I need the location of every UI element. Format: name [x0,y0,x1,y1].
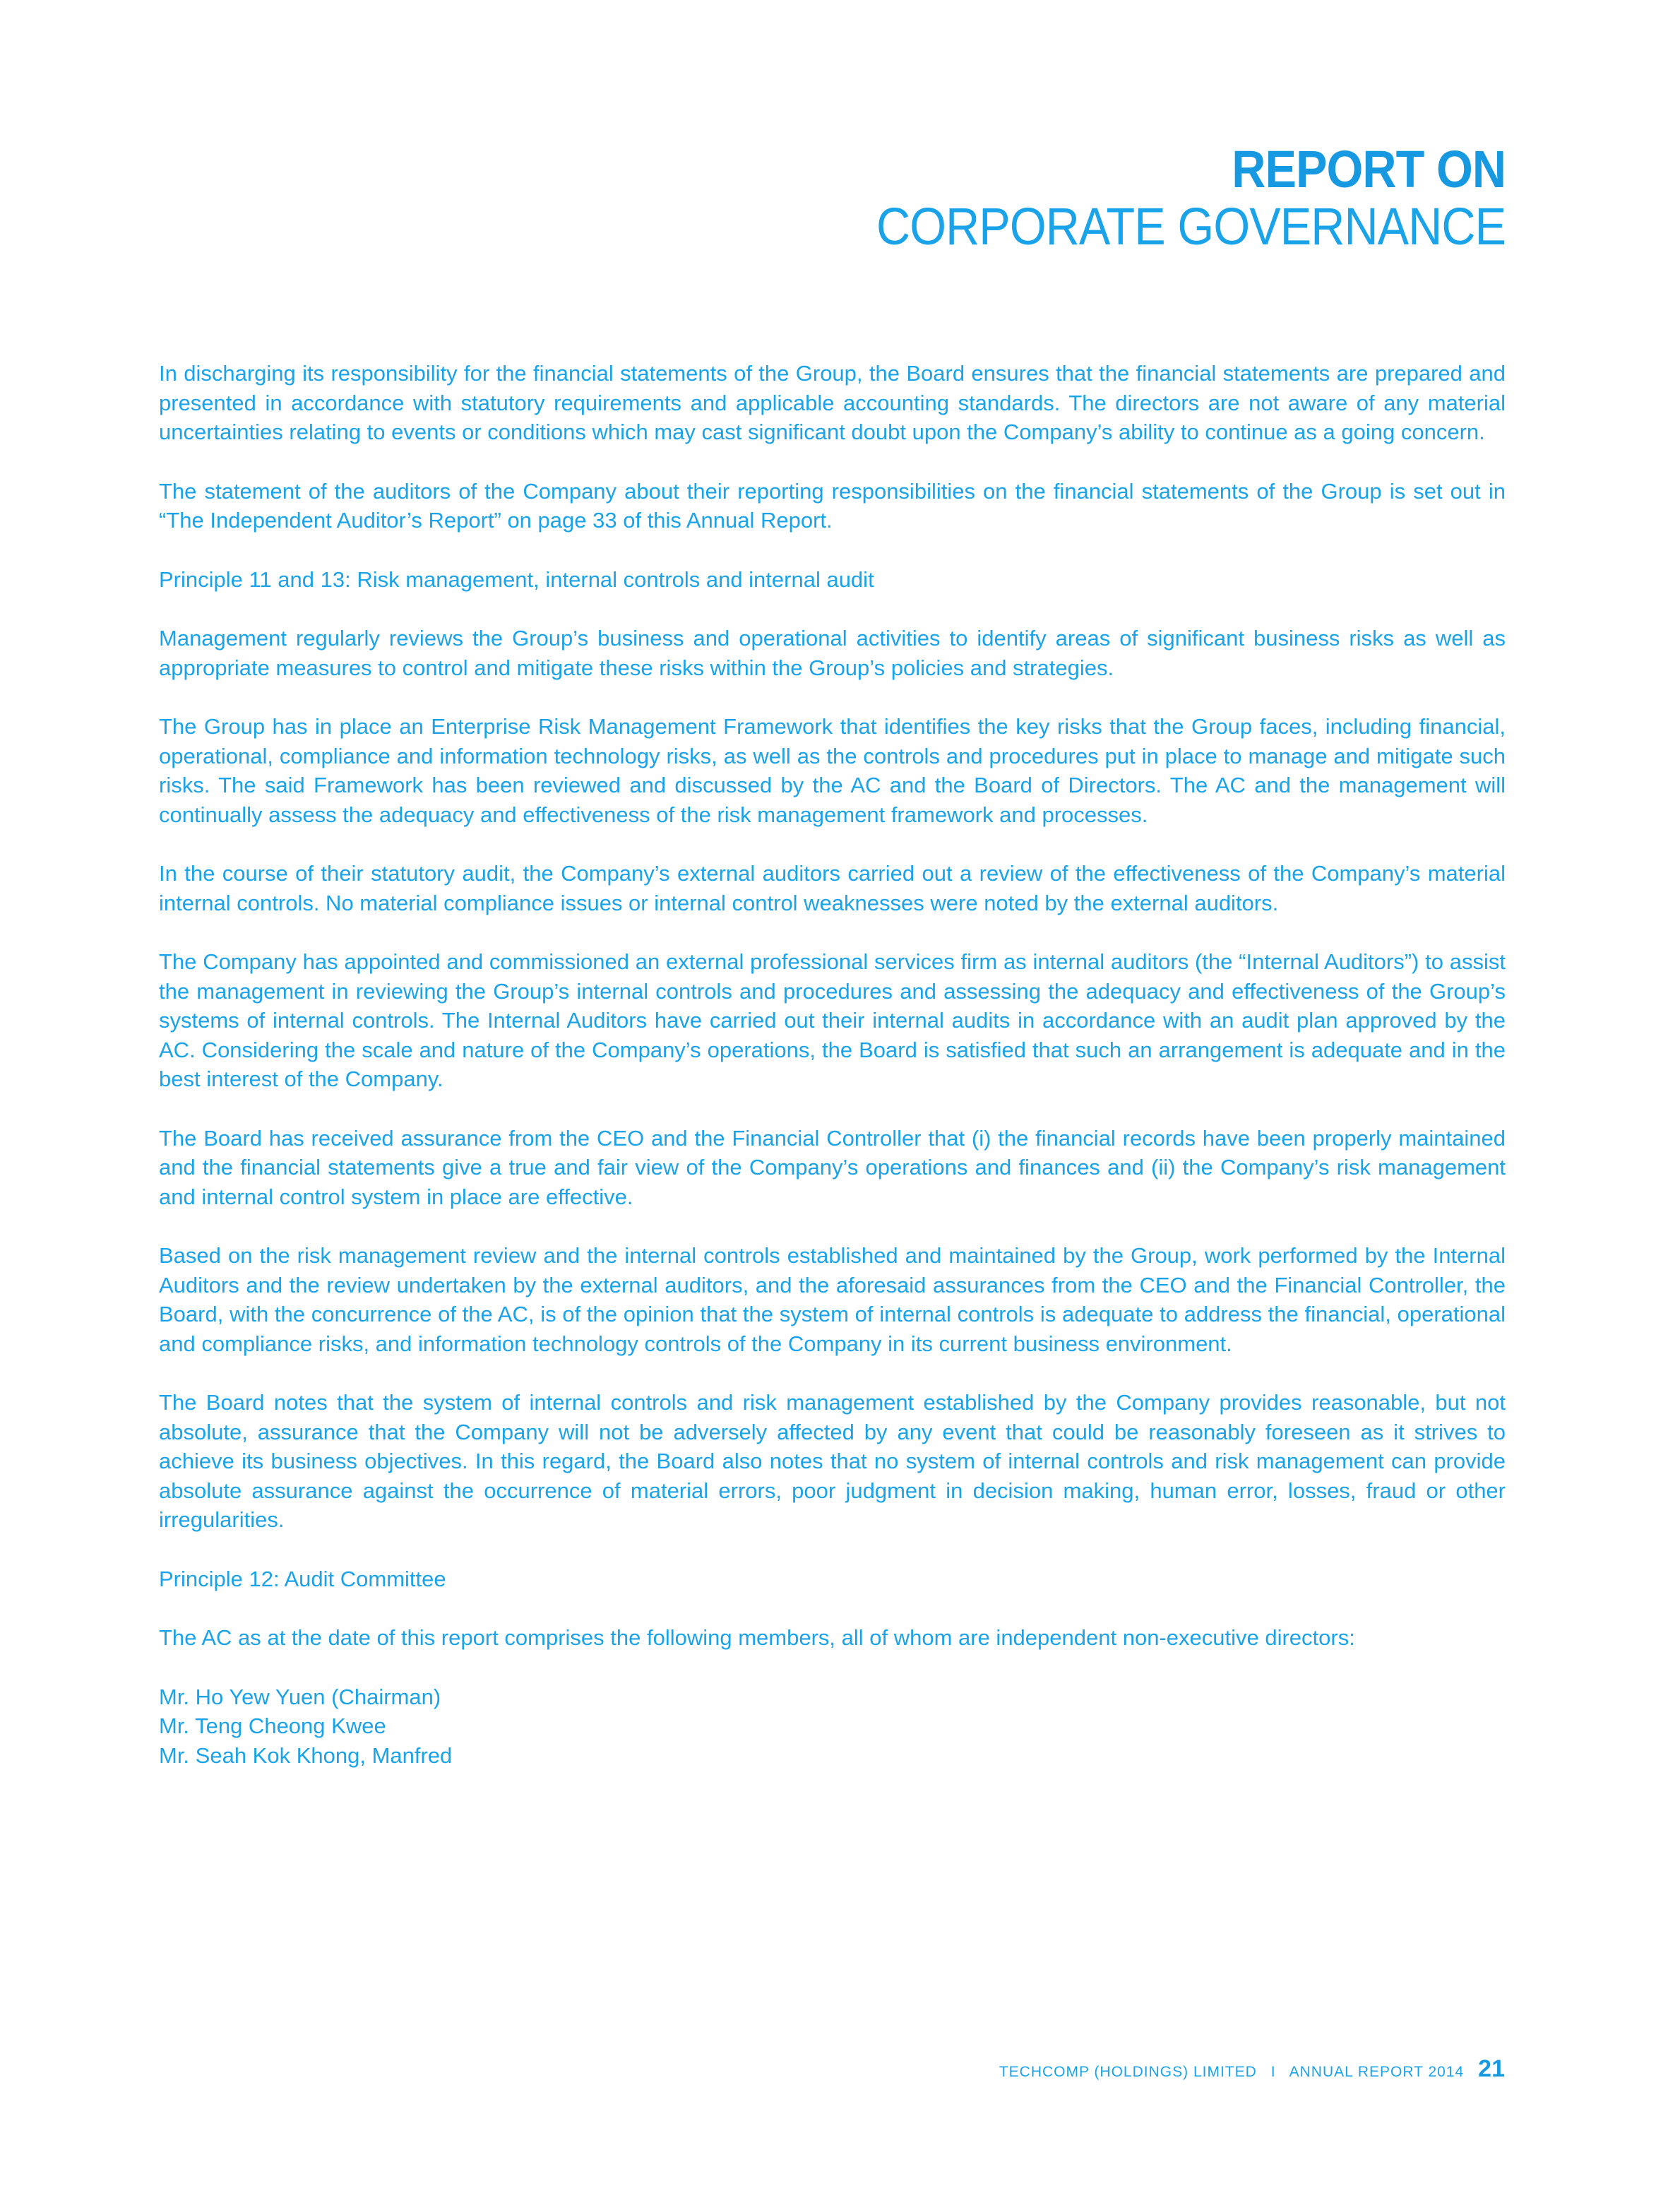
footer-company: TECHCOMP (HOLDINGS) LIMITED [999,2064,1257,2080]
paragraph-ceo-assurance: The Board has received assurance from the CEO and the Financial Controller that (i) the financial records have been properly maintained and the financial statements give a true and fair view of the Company’s operations and finances and (ii) the Company’s risk management and internal control system in place are effective. [159,1125,1506,1209]
heading-principle-12: Principle 12: Audit Committee [159,1566,446,1591]
body-content [159,359,1506,1770]
footer-report-title: ANNUAL REPORT 2014 [1289,2064,1465,2080]
list-item: Mr. Teng Cheong Kwee [159,1713,386,1738]
paragraph-ac-members: The AC as at the date of this report comprises the following members, all of whom are independent non-executive directors: [159,1625,1355,1650]
paragraph-board-notes: The Board notes that the system of internal controls and risk management established by the Company provides reasonable, but not absolute, assurance that the Company will not be adversely affected by any event that could be reasonably foreseen as it strives to achieve its business objectives. In this regard, the Board also notes that no system of internal controls and risk management can provide absolute assurance against the occurrence of material errors, poor judgment in decision making, human error, losses, fraud or other irregularities. [159,1390,1506,1532]
footer-separator: I [1270,2064,1275,2080]
heading-principle-11-13: Principle 11 and 13: Risk management, internal controls and internal audit [159,566,874,592]
paragraph-external-audit: In the course of their statutory audit, the Company’s external auditors carried out a review of the effectiveness of the Company’s material internal controls. No material compliance issues or internal control weaknesses were noted by the external auditors. [159,861,1506,915]
page-header [806,141,1506,256]
title-line-2: CORPORATE GOVERNANCE [876,197,1506,256]
paragraph-risk-framework: The Group has in place an Enterprise Risk Management Framework that identifies the key risks that the Group faces, including financial, operational, compliance and information technology risks, as well as the controls and procedures put in place to manage and mitigate such risks. The said Framework has been reviewed and discussed by the AC and the Board of Directors. The AC and the management will continually assess the adequacy and effectiveness of the risk management framework and processes. [159,714,1506,827]
paragraph-board-opinion: Based on the risk management review and the internal controls established and maintained by the Group, work performed by the Internal Auditors and the review undertaken by the external auditors, and the aforesaid assurances from the CEO and the Financial Controller, the Board, with the concurrence of the AC, is of the opinion that the system of internal controls is adequate to address the financial, operational and compliance risks, and information technology controls of the Company in its current business environment. [159,1243,1506,1356]
page-footer [999,2055,1505,2083]
ac-members-list [159,1682,1506,1771]
paragraph-management-reviews: Management regularly reviews the Group’s business and operational activities to identify areas of significant business risks as well as appropriate measures to control and mitigate these risks within the Group’s policies and strategies. [159,626,1506,680]
list-item: Mr. Ho Yew Yuen (Chairman) [159,1684,441,1709]
title-line-1: REPORT ON [1232,140,1506,198]
paragraph-internal-auditors: The Company has appointed and commissioned an external professional services firm as internal auditors (the “Internal Auditors”) to assist the management in reviewing the Group’s internal controls and procedures and assessing the adequacy and effectiveness of the Group’s systems of internal controls. The Internal Auditors have carried out their internal audits in accordance with an audit plan approved by the AC. Considering the scale and nature of the Company’s operations, the Board is satisfied that such an arrangement is adequate and in the best interest of the Company. [159,949,1506,1091]
paragraph-financial-statements: In discharging its responsibility for the financial statements of the Group, the Board ensures that the financial statements are prepared and presented in accordance with statutory requirements and applicable accounting standards. The directors are not aware of any material uncertainties relating to events or conditions which may cast significant doubt upon the Company’s ability to continue as a going concern. [159,361,1506,444]
list-item: Mr. Seah Kok Khong, Manfred [159,1742,453,1768]
page-number: 21 [1478,2055,1505,2082]
paragraph-auditors-statement: The statement of the auditors of the Company about their reporting responsibilities on the financial statements of the Group is set out in “The Independent Auditor’s Report” on page 33 of this Annual Report. [159,478,1506,533]
